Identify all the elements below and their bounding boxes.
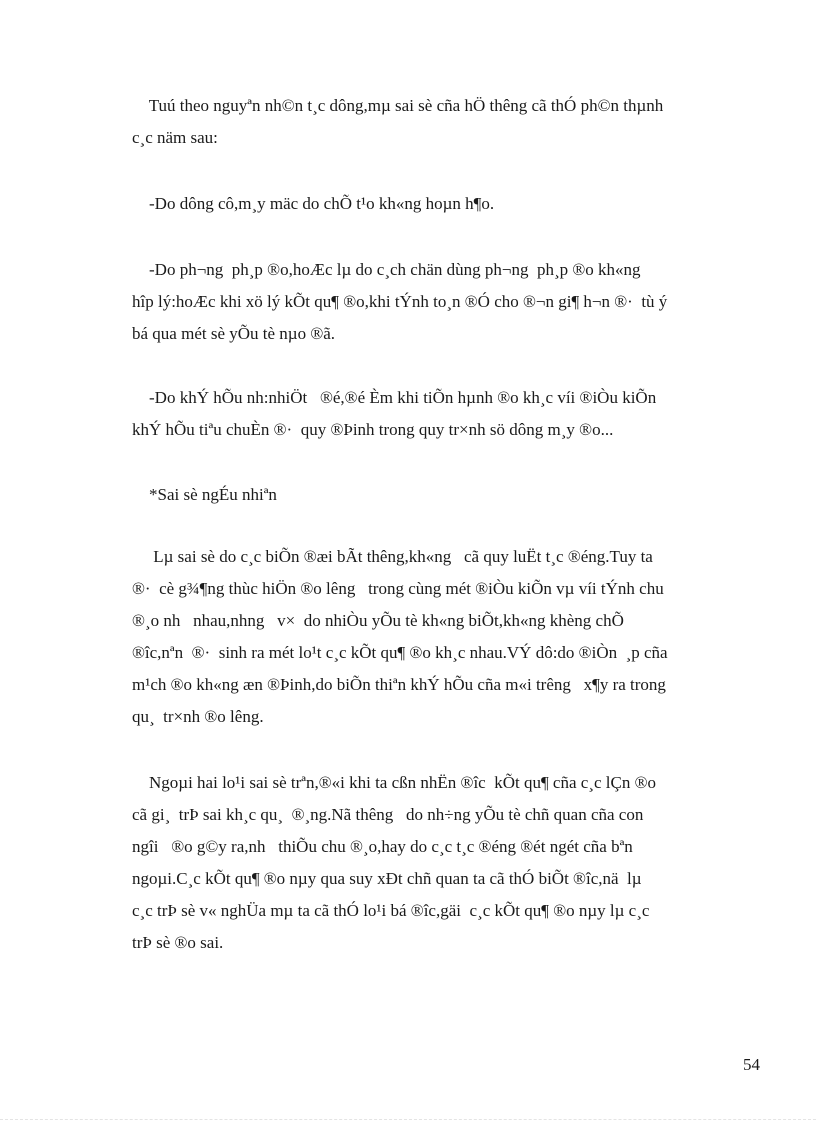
text-line: ngoµi.C¸c kÕt qu¶ ®o nµy qua suy xÐt chñ quan ta cã thÓ biÕt ®îc,nä lµ	[132, 869, 642, 888]
text-line: -Do ph¬ng ph¸p ®o,hoÆc lµ do c¸ch chän dùng ph¬ng ph¸p ®o kh«ng	[132, 260, 641, 279]
text-line: Tuú theo nguyªn nh©n t¸c dông,mµ sai sè cña hÖ thêng cã thÓ ph©n thµnh	[132, 96, 664, 115]
text-line: -Do khÝ hÕu nh:nhiÖt ®é,®é Èm khi tiÕn hµnh ®o kh¸c víi ®iÒu kiÕn	[132, 388, 657, 407]
paragraph-gross-error	[132, 767, 742, 959]
text-line: ngîi ®o g©y ra,nh thiÕu chu ®¸o,hay do c¸c t¸c ®éng ®ét ngét cña bªn	[132, 837, 633, 856]
text-line: qu¸ tr×nh ®o lêng.	[132, 707, 264, 726]
text-line: bá qua mét sè yÕu tè nµo ®ã.	[132, 324, 336, 343]
text-line: c¸c näm sau:	[132, 128, 218, 147]
section-heading-random-error	[132, 479, 742, 511]
text-line: c¸c trÞ sè v« nghÜa mµ ta cã thÓ lo¹i bá ®îc,gäi c¸c kÕt qu¶ ®o nµy lµ c¸c	[132, 901, 650, 920]
text-line: Lµ sai sè do c¸c biÕn ®æi bÃt thêng,kh«ng cã quy luËt t¸c ®éng.Tuy ta	[132, 547, 653, 566]
text-line: trÞ sè ®o sai.	[132, 933, 224, 952]
text-line: ®îc,nªn ®· sinh ra mét lo¹t c¸c kÕt qu¶ ®o kh¸c nhau.VÝ dô:do ®iÒn ¸p cña	[132, 643, 668, 662]
paragraph-climate-cause	[132, 382, 742, 446]
text-line: *Sai sè ngÉu nhiªn	[132, 485, 277, 504]
text-line: ®¸o nh nhau,nhng v× do nhiÒu yÕu tè kh«ng biÕt,kh«ng khèng chÕ	[132, 611, 624, 630]
text-line: m¹ch ®o kh«ng æn ®Þinh,do biÕn thiªn khÝ hÕu cña m«i trêng x¶y ra trong	[132, 675, 666, 694]
paragraph-method-cause	[132, 254, 742, 350]
text-line: khÝ hÕu tiªu chuÈn ®· quy ®Þinh trong quy tr×nh sö dông m¸y ®o...	[132, 420, 614, 439]
paragraph-random-error	[132, 541, 742, 733]
text-line: Ngoµi hai lo¹i sai sè trªn,®«i khi ta cßn nhËn ®îc kÕt qu¶ cña c¸c lÇn ®o	[132, 773, 656, 792]
text-line: cã gi¸ trÞ sai kh¸c qu¸ ®¸ng.Nã thêng do nh÷ng yÕu tè chñ quan cña con	[132, 805, 644, 824]
paragraph-intro	[132, 90, 742, 154]
text-line: ®· cè g¾¶ng thùc hiÖn ®o lêng trong cùng mét ®iÒu kiÕn vµ víi tÝnh chu	[132, 579, 664, 598]
page-bottom-divider	[0, 1119, 816, 1120]
text-line: hîp lý:hoÆc khi xö lý kÕt qu¶ ®o,khi tÝnh to¸n ®Ó cho ®¬n gi¶ h¬n ®· tù ý	[132, 292, 668, 311]
paragraph-instrument-cause	[132, 188, 742, 220]
page-number: 54	[743, 1055, 760, 1074]
text-line: -Do dông cô,m¸y mäc do chÕ t¹o kh«ng hoµn h¶o.	[132, 194, 495, 213]
